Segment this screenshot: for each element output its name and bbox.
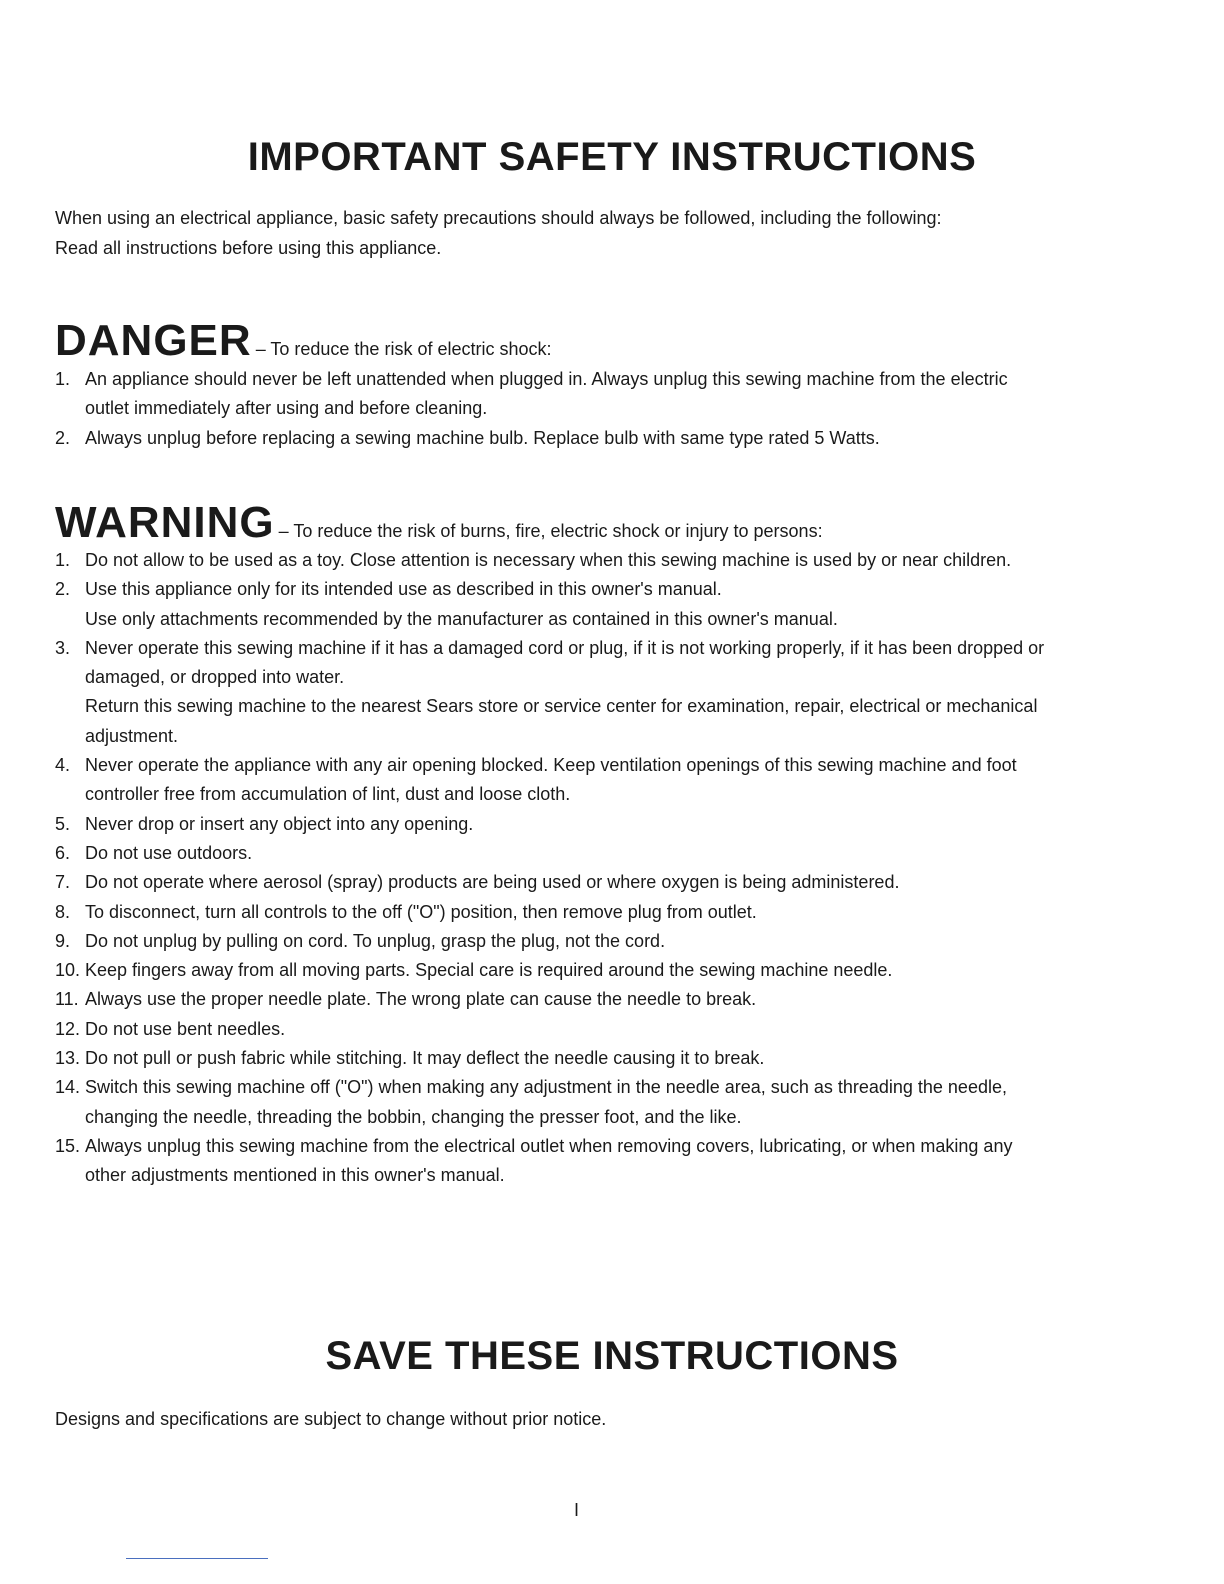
page-title: IMPORTANT SAFETY INSTRUCTIONS <box>247 135 977 179</box>
list-item <box>55 1044 1175 1073</box>
warning-heading <box>55 498 823 548</box>
item-text <box>85 839 1175 868</box>
intro-text <box>55 204 942 263</box>
item-number: 14. <box>55 1077 81 1098</box>
list-item <box>55 868 1175 897</box>
item-line: damaged, or dropped into water. <box>85 667 345 688</box>
item-number: 9. <box>55 930 71 951</box>
danger-label: DANGER <box>55 316 252 365</box>
item-number: 5. <box>55 813 71 834</box>
item-text <box>85 751 1175 810</box>
item-line: Do not unplug by pulling on cord. To unplug, grasp the plug, not the cord. <box>85 930 666 951</box>
list-item <box>55 575 1175 634</box>
item-line: Always use the proper needle plate. The wrong plate can cause the needle to break. <box>85 989 757 1010</box>
item-line: controller free from accumulation of lint, dust and loose cloth. <box>85 784 571 805</box>
list-item <box>55 1015 1175 1044</box>
item-text <box>85 898 1175 927</box>
item-text <box>85 424 1175 453</box>
list-item <box>55 898 1175 927</box>
item-text <box>85 1132 1175 1191</box>
warning-list <box>55 546 1175 1191</box>
item-line: Do not allow to be used as a toy. Close attention is necessary when this sewing machine is used by or near children. <box>85 550 1012 570</box>
item-text <box>85 927 1175 956</box>
item-line: Never drop or insert any object into any opening. <box>85 813 474 834</box>
save-instructions-title: SAVE THESE INSTRUCTIONS <box>325 1334 899 1378</box>
divider <box>126 1558 268 1559</box>
item-line: other adjustments mentioned in this owner's manual. <box>85 1165 505 1186</box>
list-item <box>55 810 1175 839</box>
item-line: Never operate this sewing machine if it has a damaged cord or plug, if it is not working properly, if it has been dropped or <box>85 637 1045 658</box>
item-text <box>85 1015 1175 1044</box>
list-item <box>55 751 1175 810</box>
item-number: 3. <box>55 637 71 658</box>
list-item <box>55 424 1175 453</box>
page-number: I <box>574 1500 580 1520</box>
list-item <box>55 365 1175 424</box>
item-text <box>85 546 1175 575</box>
item-line: Always unplug before replacing a sewing machine bulb. Replace bulb with same type rated 5 Watts. <box>85 427 880 448</box>
danger-heading <box>55 316 552 366</box>
intro-line: When using an electrical appliance, basic safety precautions should always be followed, including the following: <box>55 208 942 228</box>
item-line: Use this appliance only for its intended use as described in this owner's manual. <box>85 579 722 600</box>
list-item <box>55 839 1175 868</box>
item-number: 1. <box>55 550 71 570</box>
footer-note: Designs and specifications are subject to change without prior notice. <box>55 1409 607 1429</box>
item-line: Do not use bent needles. <box>85 1018 286 1039</box>
item-line: Do not pull or push fabric while stitching. It may deflect the needle causing it to break. <box>85 1048 765 1069</box>
list-item <box>55 634 1175 751</box>
item-text <box>85 985 1175 1014</box>
warning-label: WARNING <box>55 498 275 547</box>
danger-subheading: – To reduce the risk of electric shock: <box>255 339 552 359</box>
item-line: changing the needle, threading the bobbin, changing the presser foot, and the like. <box>85 1106 742 1127</box>
item-number: 6. <box>55 842 71 863</box>
list-item <box>55 956 1175 985</box>
item-number: 13. <box>55 1048 81 1069</box>
item-line: Do not use outdoors. <box>85 842 253 863</box>
warning-subheading: – To reduce the risk of burns, fire, electric shock or injury to persons: <box>278 521 823 541</box>
item-number: 10. <box>55 960 81 981</box>
item-line: Return this sewing machine to the nearest Sears store or service center for examination, repair, electrical or mechanical <box>85 696 1038 717</box>
item-line: To disconnect, turn all controls to the off ("O") position, then remove plug from outlet. <box>85 901 757 922</box>
item-line: Never operate the appliance with any air opening blocked. Keep ventilation openings of this sewing machine and foot <box>85 755 1017 776</box>
item-number: 4. <box>55 755 71 776</box>
item-line: adjustment. <box>85 725 179 746</box>
item-number: 1. <box>55 369 71 389</box>
item-number: 7. <box>55 872 71 893</box>
intro-line: Read all instructions before using this appliance. <box>55 237 442 258</box>
item-number: 8. <box>55 901 71 922</box>
list-item <box>55 1073 1175 1132</box>
item-line: Do not operate where aerosol (spray) products are being used or where oxygen is being administered. <box>85 872 900 893</box>
item-line: Always unplug this sewing machine from the electrical outlet when removing covers, lubricating, or when making any <box>85 1135 1013 1156</box>
list-item <box>55 1132 1175 1191</box>
item-line: An appliance should never be left unattended when plugged in. Always unplug this sewing machine from the electric <box>85 369 1008 389</box>
item-text <box>85 634 1175 751</box>
item-text <box>85 1073 1175 1132</box>
list-item <box>55 985 1175 1014</box>
item-number: 11. <box>55 989 79 1010</box>
item-number: 15. <box>55 1135 81 1156</box>
item-text <box>85 810 1175 839</box>
item-text <box>85 365 1175 424</box>
list-item <box>55 546 1175 575</box>
item-line: Keep fingers away from all moving parts. Special care is required around the sewing machine needle. <box>85 960 893 981</box>
item-text <box>85 575 1175 634</box>
danger-list <box>55 365 1175 453</box>
item-line: Use only attachments recommended by the manufacturer as contained in this owner's manual. <box>85 608 838 629</box>
list-item <box>55 927 1175 956</box>
item-text <box>85 868 1175 897</box>
item-text <box>85 956 1175 985</box>
item-number: 2. <box>55 427 71 448</box>
item-text <box>85 1044 1175 1073</box>
item-line: outlet immediately after using and before cleaning. <box>85 398 488 419</box>
item-line: Switch this sewing machine off ("O") when making any adjustment in the needle area, such as threading the needle, <box>85 1077 1007 1098</box>
item-number: 12. <box>55 1018 81 1039</box>
item-number: 2. <box>55 579 71 600</box>
